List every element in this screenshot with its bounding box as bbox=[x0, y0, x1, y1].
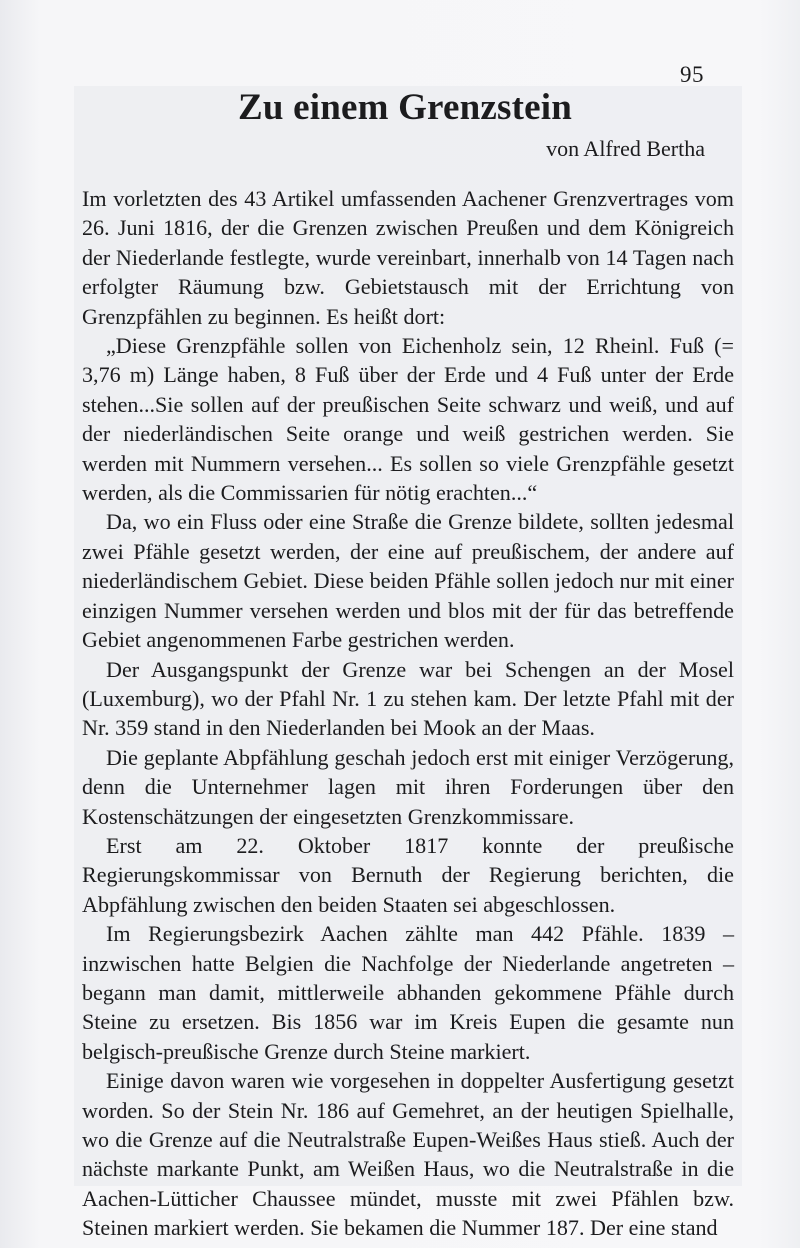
paragraph: Die geplante Abpfählung geschah jedoch erst mit einiger Verzögerung, denn die Unternehmer lagen mit ihren Forderungen über den Kostenschätzungen der eingesetzten Grenzkommissare. bbox=[82, 744, 734, 829]
article-author: von Alfred Bertha bbox=[546, 136, 705, 161]
paragraph: Im vorletzten des 43 Artikel umfassenden Aachener Grenzvertrages vom 26. Juni 1816, der die Grenzen zwischen Preußen und dem Königreich der Niederlande festlegte, wurde vereinbart, innerhalb von 14 Tagen nach erfolgter Räumung bzw. Gebietstausch mit der Errichtung von Grenzpfählen zu beginnen. Es heißt dort: bbox=[82, 186, 734, 329]
article-body bbox=[82, 184, 734, 1243]
article-title: Zu einem Grenzstein bbox=[238, 87, 573, 128]
paragraph: Einige davon waren wie vorgesehen in doppelter Ausfertigung gesetzt worden. So der Stein Nr. 186 auf Gemehret, an der heutigen Spielhalle, wo die Grenze auf die Neutralstraße Eupen-Weißes Haus stieß. Auch der nächste markante Punkt, am Weißen Haus, wo die Neutralstraße in die Aachen-Lütticher Chaussee mündet, musste mit zwei Pfählen bzw. Steinen markiert werden. Sie bekamen die Nummer 187. Der eine stand bbox=[82, 1068, 734, 1241]
paragraph: Da, wo ein Fluss oder eine Straße die Grenze bildete, sollten jedesmal zwei Pfähle gesetzt werden, der eine auf preußischem, der andere auf niederländischem Gebiet. Diese beiden Pfähle sollen jedoch nur mit einer einzigen Nummer versehen werden und blos mit der für das betreffende Gebiet angenommenen Farbe gestrichen werden. bbox=[82, 509, 734, 653]
page-number: 95 bbox=[680, 62, 704, 87]
paragraph: Erst am 22. Oktober 1817 konnte der preußische Regierungskommissar von Bernuth der Regierung berichten, die Abpfählung zwischen den beiden Staaten sei abgeschlossen. bbox=[82, 832, 734, 917]
paragraph: Der Ausgangspunkt der Grenze war bei Schengen an der Mosel (Luxemburg), wo der Pfahl Nr. 1 zu stehen kam. Der letzte Pfahl mit der Nr. 359 stand in den Niederlanden bei Mook an der Maas. bbox=[82, 656, 734, 741]
paragraph: Im Regierungsbezirk Aachen zählte man 442 Pfähle. 1839 – inzwischen hatte Belgien die Nachfolge der Niederlande angetreten – begann man damit, mittlerweile abhanden gekommene Pfähle durch Steine zu ersetzen. Bis 1856 war im Kreis Eupen die gesamte nun belgisch-preußische Grenze durch Steine markiert. bbox=[82, 921, 734, 1064]
paragraph: „Diese Grenzpfähle sollen von Eichenholz sein, 12 Rheinl. Fuß (= 3,76 m) Länge haben, 8 Fuß über der Erde und 4 Fuß unter der Erde stehen...Sie sollen auf der preußischen Seite schwarz und weiß, und auf der niederländischen Seite orange und weiß gestrichen werden. Sie werden mit Nummern versehen... Es sollen so viele Grenzpfähle gesetzt werden, als die Commissarien für nötig erachten...“ bbox=[82, 333, 734, 506]
